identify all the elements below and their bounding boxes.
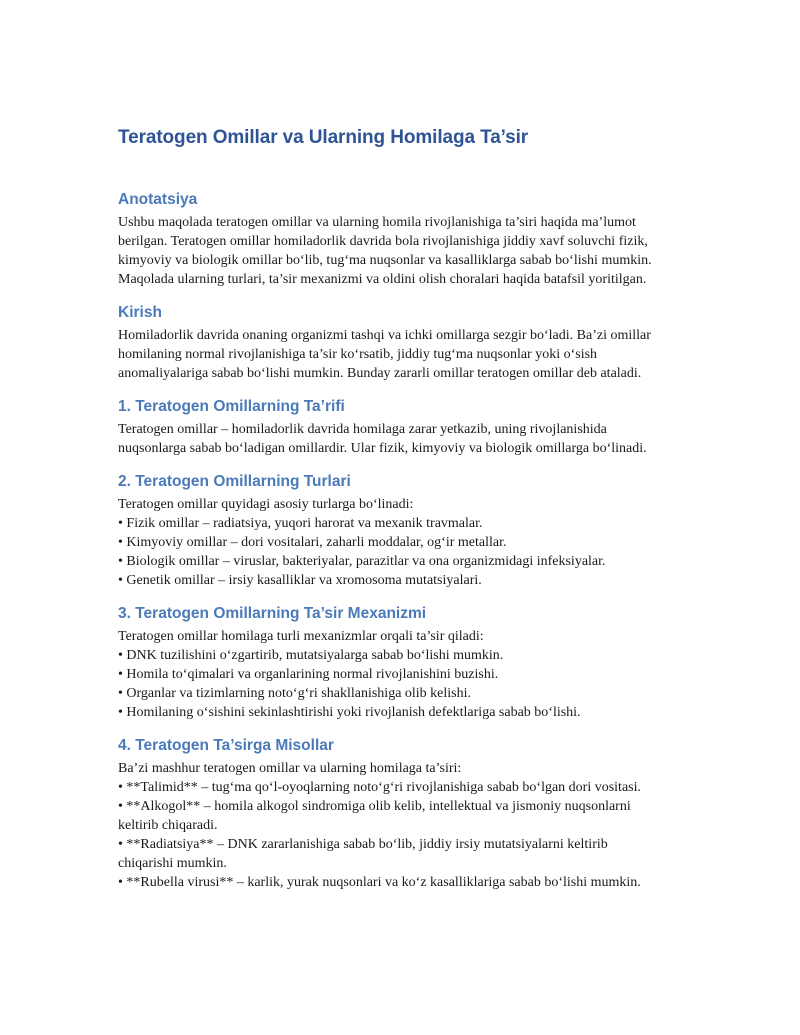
text-line: nuqsonlarga sabab bo‘ladigan omillardir. Ular fizik, kimyoviy va biologik omillarga bo‘linadi. [118,441,647,456]
text-line: Teratogen omillar quyidagi asosiy turlarga bo‘linadi: [118,497,414,512]
section [118,604,698,722]
text-line: • **Radiatsiya** – DNK zararlanishiga sabab bo‘lib, jiddiy irsiy mutatsiyalarni keltirib [118,837,608,852]
text-line: chiqarishi mumkin. [118,856,227,871]
text-line: • **Alkogol** – homila alkogol sindromiga olib kelib, intellektual va jismoniy nuqsonlarni [118,799,631,814]
section-heading: 4. Teratogen Ta’sirga Misollar [118,737,334,754]
text-line: • DNK tuzilishini o‘zgartirib, mutatsiyalarga sabab bo‘lishi mumkin. [118,648,504,663]
text-line: Teratogen omillar homilaga turli mexanizmlar orqali ta’sir qiladi: [118,629,484,644]
section-body [118,326,698,383]
section [118,397,698,458]
section [118,303,698,383]
section [118,736,698,892]
sections-container [118,190,698,892]
text-line: kimyoviy va biologik omillar bo‘lib, tug‘ma nuqsonlar va kasalliklarga sabab bo‘lishi mumkin. [118,253,652,268]
text-line: • **Rubella virusi** – karlik, yurak nuqsonlari va ko‘z kasalliklariga sabab bo‘lishi mumkin. [118,875,641,890]
text-line: Maqolada ularning turlari, ta’sir mexanizmi va oldini olish choralari haqida batafsil yoritilgan. [118,272,647,287]
section [118,472,698,590]
section-body [118,495,698,590]
text-line: • Homila to‘qimalari va organlarining normal rivojlanishini buzishi. [118,667,499,682]
section-body [118,213,698,289]
section-body [118,627,698,722]
text-line: • Kimyoviy omillar – dori vositalari, zaharli moddalar, og‘ir metallar. [118,535,507,550]
section [118,190,698,289]
text-line: berilgan. Teratogen omillar homiladorlik davrida bola rivojlanishiga jiddiy xavf soluvchi fizik, [118,234,648,249]
text-line: Homiladorlik davrida onaning organizmi tashqi va ichki omillarga sezgir bo‘ladi. Ba’zi omillar [118,328,651,343]
document-title: Teratogen Omillar va Ularning Homilaga Ta’sir [118,127,529,148]
section-heading: 3. Teratogen Omillarning Ta’sir Mexanizmi [118,605,427,622]
text-line: anomaliyalariga sabab bo‘lishi mumkin. Bunday zararli omillar teratogen omillar deb ataladi. [118,366,642,381]
section-heading: Anotatsiya [118,191,198,208]
text-line: • Genetik omillar – irsiy kasalliklar va xromosoma mutatsiyalari. [118,573,482,588]
text-line: • Organlar va tizimlarning noto‘g‘ri shakllanishiga olib kelishi. [118,686,472,701]
section-heading: 2. Teratogen Omillarning Turlari [118,473,351,490]
text-line: • Biologik omillar – viruslar, bakteriyalar, parazitlar va ona organizmidagi infeksiyalar. [118,554,606,569]
text-line: • Fizik omillar – radiatsiya, yuqori harorat va mexanik travmalar. [118,516,483,531]
text-line: keltirib chiqaradi. [118,818,218,833]
section-body [118,420,698,458]
text-line: • Homilaning o‘sishini sekinlashtirishi yoki rivojlanish defektlariga sabab bo‘lishi. [118,705,581,720]
text-line: Ba’zi mashhur teratogen omillar va ularning homilaga ta’siri: [118,761,462,776]
section-body [118,759,698,892]
section-heading: Kirish [118,304,162,321]
text-line: • **Talimid** – tug‘ma qo‘l-oyoqlarning noto‘g‘ri rivojlanishiga sabab bo‘lgan dori vositasi. [118,780,641,795]
text-line: homilaning normal rivojlanishiga ta’sir ko‘rsatib, jiddiy tug‘ma nuqsonlar yoki o‘sish [118,347,598,362]
text-line: Ushbu maqolada teratogen omillar va ularning homila rivojlanishiga ta’siri haqida ma’lumot [118,215,636,230]
text-line: Teratogen omillar – homiladorlik davrida homilaga zarar yetkazib, uning rivojlanishida [118,422,607,437]
section-heading: 1. Teratogen Omillarning Ta’rifi [118,398,345,415]
document-content [118,126,698,906]
